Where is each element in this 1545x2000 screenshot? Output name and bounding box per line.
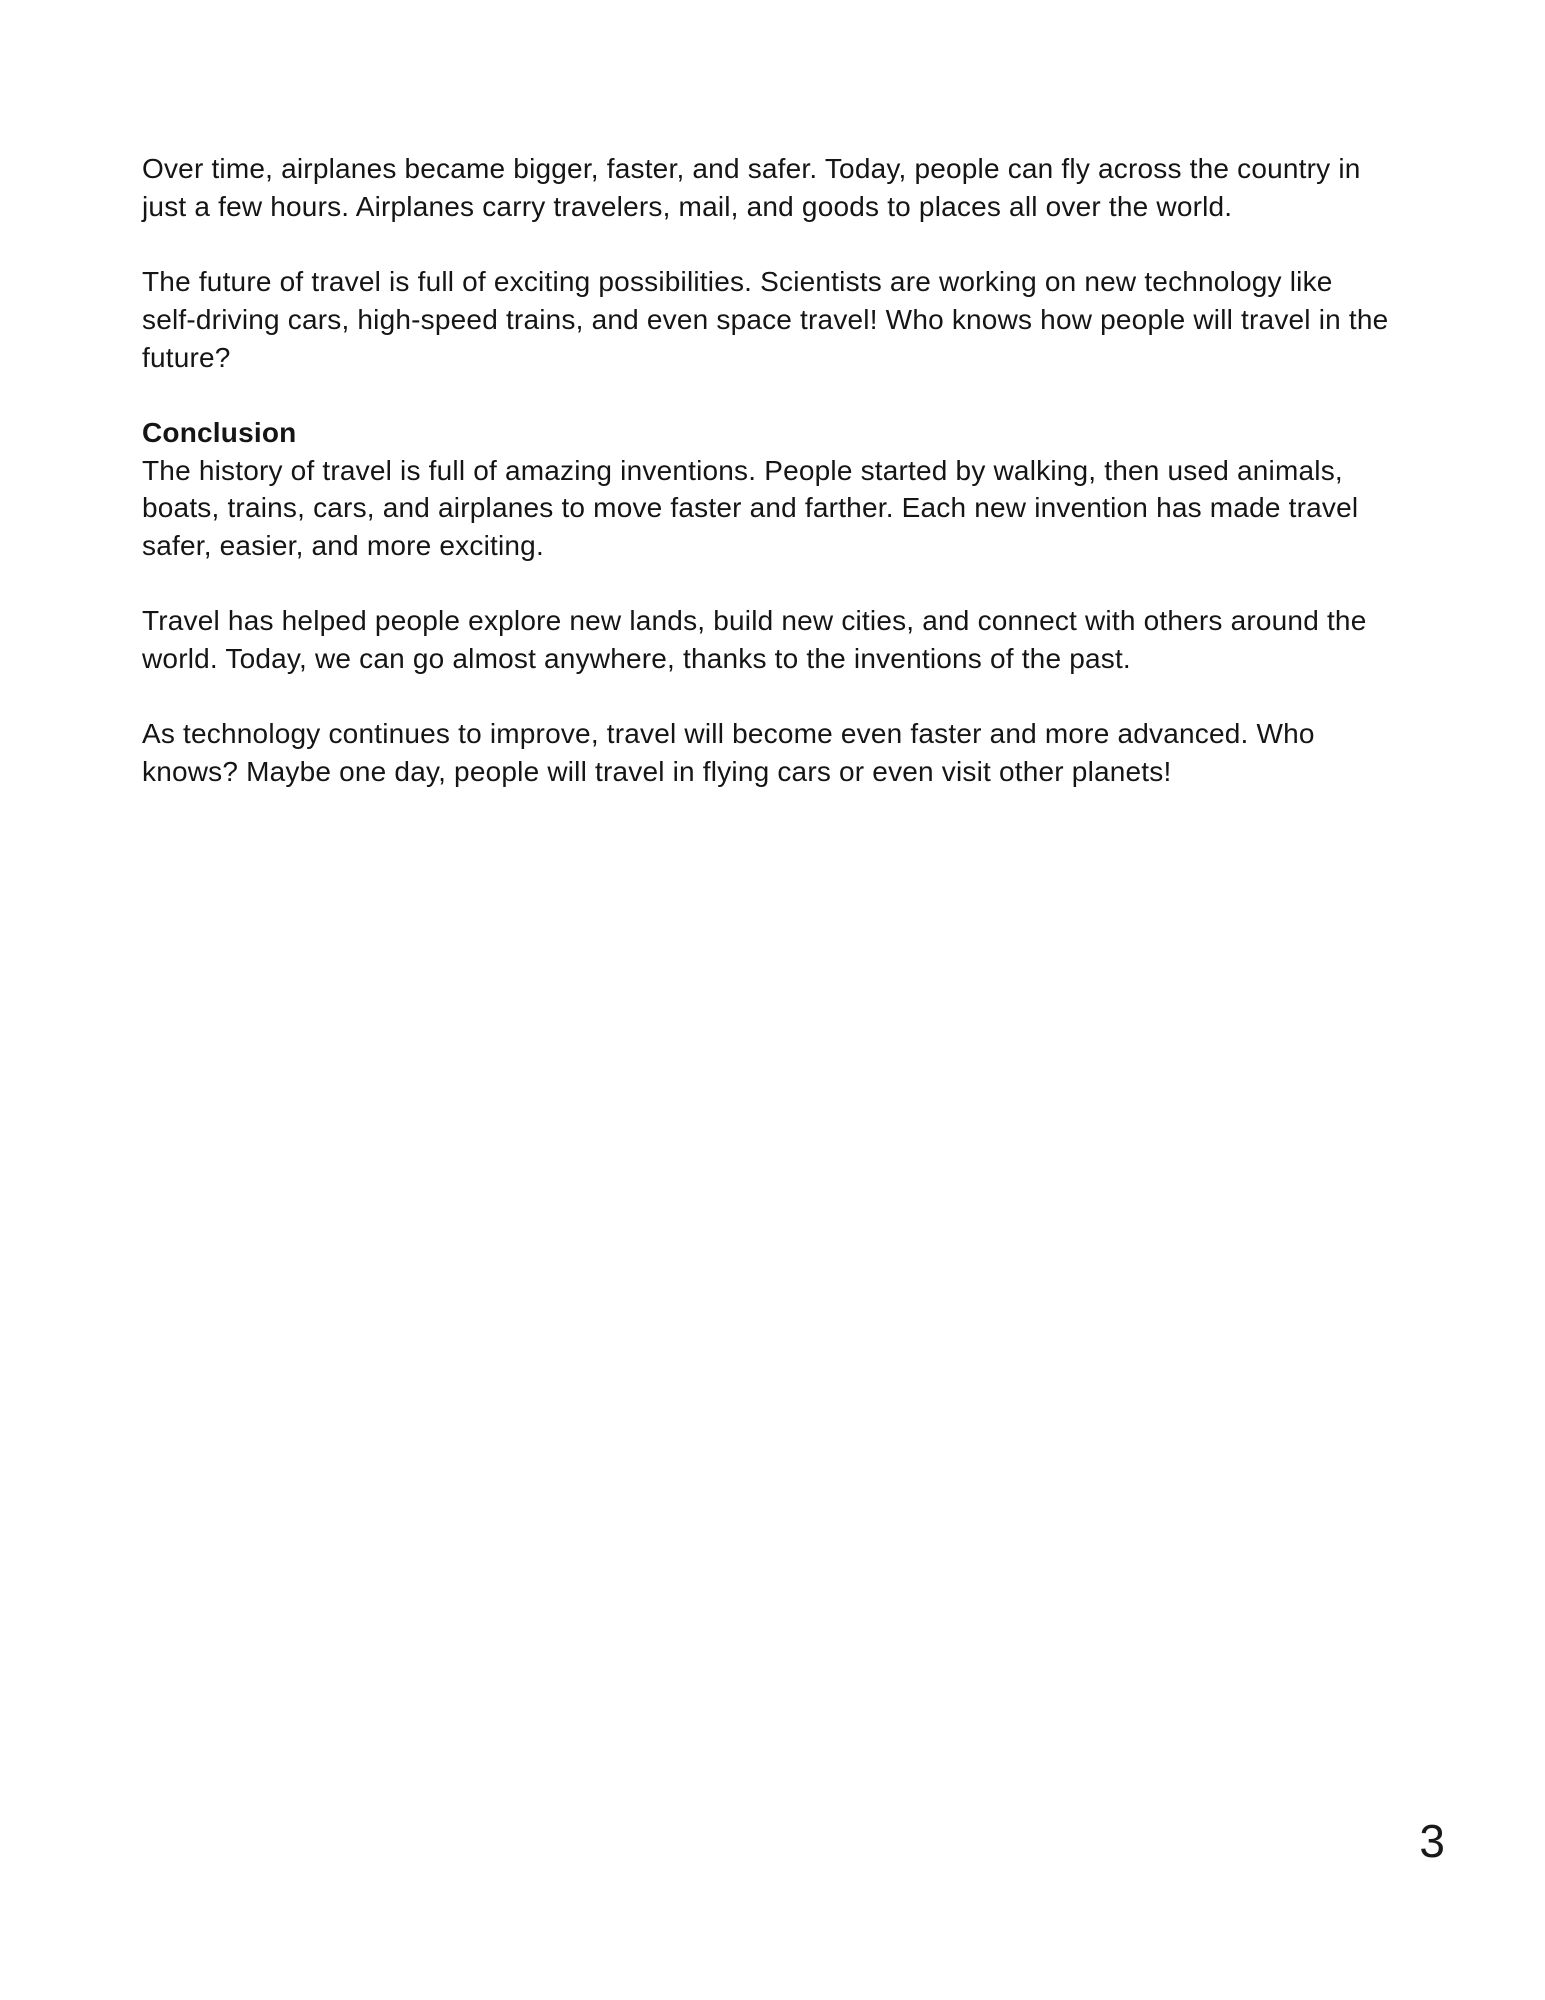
heading-text: Conclusion [142, 416, 297, 448]
paragraph-line: boats, trains, cars, and airplanes to move faster and farther. Each new invention has made travel [142, 492, 1359, 524]
paragraph-line: knows? Maybe one day, people will travel in flying cars or even visit other planets! [142, 756, 1172, 788]
paragraph-history-of-travel [142, 452, 1422, 565]
paragraph-line: self-driving cars, high-speed trains, and even space travel! Who knows how people will travel in the [142, 303, 1389, 335]
paragraph-technology-improves [142, 715, 1422, 790]
paragraph-future-of-travel [142, 263, 1422, 376]
paragraph-line: As technology continues to improve, travel will become even faster and more advanced. Who [142, 718, 1315, 750]
paragraph-line: Over time, airplanes became bigger, faster, and safer. Today, people can fly across the country in [142, 153, 1361, 184]
paragraph-line: safer, easier, and more exciting. [142, 530, 544, 561]
paragraph-line: The future of travel is full of exciting possibilities. Scientists are working on new technology like [142, 266, 1333, 298]
section-heading-conclusion [142, 414, 1422, 452]
paragraph-airplanes-today [142, 150, 1422, 225]
document-text [142, 150, 1422, 791]
page-number: 3 [1419, 1815, 1445, 1867]
paragraph-line: world. Today, we can go almost anywhere, thanks to the inventions of the past. [142, 643, 1131, 675]
paragraph-line: The history of travel is full of amazing inventions. People started by walking, then used animals, [142, 454, 1343, 486]
paragraph-line: Travel has helped people explore new lands, build new cities, and connect with others around the [142, 605, 1367, 637]
paragraph-line: just a few hours. Airplanes carry travelers, mail, and goods to places all over the world. [142, 190, 1233, 222]
paragraph-line: future? [142, 341, 231, 373]
paragraph-travel-helped [142, 602, 1422, 677]
